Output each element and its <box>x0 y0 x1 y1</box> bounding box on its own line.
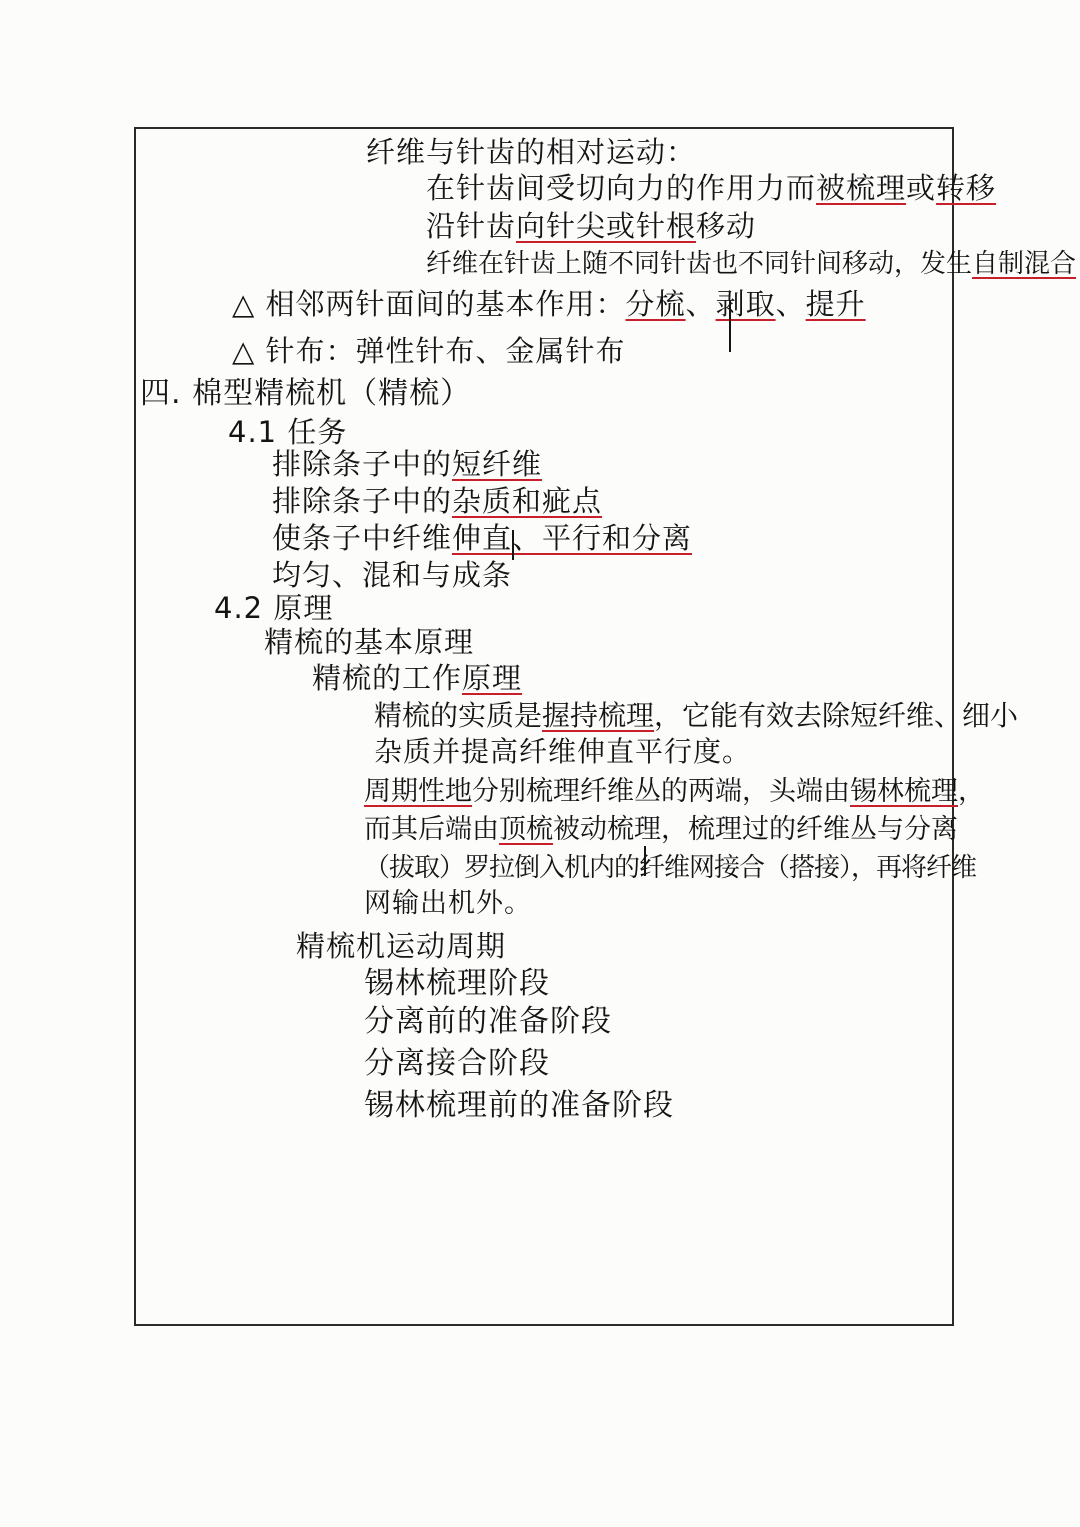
text: △ 针布：弹性针布、金属针布 <box>232 334 626 368</box>
underlined-text: 提升 <box>805 287 866 321</box>
line-basic-action <box>232 286 866 322</box>
text: 排除条子中的 <box>272 484 453 518</box>
task-impurities <box>272 483 602 519</box>
text: 、 <box>775 287 806 321</box>
underlined-text: 剥取 <box>715 287 776 321</box>
text: 四. 棉型精梳机（精梳） <box>140 376 472 411</box>
para-essence-1 <box>374 698 1018 734</box>
text: ，它能有效去除短纤维、细小 <box>654 699 1019 732</box>
underlined-text: 转移 <box>936 171 997 205</box>
text: 或 <box>906 171 937 205</box>
line-move-along-tooth <box>426 208 756 244</box>
underlined-text: 向针尖或针根 <box>516 209 697 243</box>
underlined-text: 短纤维 <box>452 447 543 481</box>
task-blend <box>272 557 512 593</box>
underlined-text: 分梳 <box>625 287 686 321</box>
text: 纤维与针齿的相对运动： <box>366 135 697 169</box>
underlined-text: 被梳理 <box>816 171 907 205</box>
para-periodic-3 <box>364 850 976 886</box>
underlined-text: 周期性地 <box>364 776 472 807</box>
text: 在针齿间受切向力的作用力而 <box>426 171 817 205</box>
subsection-task <box>228 414 347 450</box>
section-heading-comber <box>140 376 471 412</box>
text: ， <box>958 776 985 807</box>
text: 沿针齿 <box>426 209 517 243</box>
para-periodic-4 <box>364 886 532 922</box>
heading-basic-principle <box>264 624 474 660</box>
underlined-text: 自制混合 <box>972 249 1077 279</box>
underlined-text: 握持梳理 <box>542 699 655 732</box>
underlined-text: 伸直、平行和分离 <box>452 521 693 555</box>
cycle-stage-1 <box>364 966 550 1002</box>
text: 锡林梳理阶段 <box>364 966 550 1001</box>
text: 精梳的实质是 <box>374 699 543 732</box>
text: 精梳的基本原理 <box>264 625 475 659</box>
underlined-text: 顶梳 <box>499 814 553 845</box>
underlined-text: 锡林梳理 <box>850 776 958 807</box>
text: 均匀、混和与成条 <box>272 558 513 592</box>
text: 分离接合阶段 <box>364 1046 550 1081</box>
para-periodic-2 <box>364 812 958 848</box>
text: 杂质并提高纤维伸直平行度。 <box>374 735 752 768</box>
cycle-stage-3 <box>364 1046 550 1082</box>
task-short-fiber <box>272 446 542 482</box>
subsection-principle <box>214 590 333 626</box>
task-straighten <box>272 520 692 556</box>
line-card-clothing <box>232 333 626 369</box>
text: △ 相邻两针面间的基本作用： <box>232 287 626 321</box>
text: 4.2 原理 <box>214 591 334 625</box>
underlined-text: 杂质和疵点 <box>452 484 603 518</box>
text: 网输出机外。 <box>364 888 532 919</box>
line-fiber-needle-motion <box>366 134 696 170</box>
para-essence-2 <box>374 734 751 770</box>
para-periodic-1 <box>364 774 985 810</box>
text: 纤维在针齿上随不同针齿也不同针间移动，发生 <box>426 249 973 279</box>
text: 精梳的工作 <box>312 661 463 695</box>
cycle-stage-2 <box>364 1004 612 1040</box>
text: 精梳机运动周期 <box>296 929 507 963</box>
text: 移动 <box>696 209 757 243</box>
text: 被动梳理，梳理过的纤维丛与分离 <box>553 814 958 845</box>
heading-motion-cycle <box>296 928 506 964</box>
heading-working-principle <box>312 660 522 696</box>
text: 4.1 任务 <box>228 415 348 449</box>
underlined-text: 原理 <box>462 661 523 695</box>
text: 锡林梳理前的准备阶段 <box>364 1088 674 1123</box>
cycle-stage-4 <box>364 1088 674 1124</box>
text: 分别梳理纤维丛的两端，头端由 <box>472 776 850 807</box>
text: 分离前的准备阶段 <box>364 1004 612 1039</box>
text: 、 <box>685 287 716 321</box>
text: （拔取）罗拉倒入机内的纤维网接合（搭接），再将纤维 <box>364 853 977 883</box>
text: 而其后端由 <box>364 814 499 845</box>
text: 排除条子中的 <box>272 447 453 481</box>
text: 使条子中纤维 <box>272 521 453 555</box>
line-self-mixing <box>426 246 1076 282</box>
line-tangential-force <box>426 170 996 206</box>
